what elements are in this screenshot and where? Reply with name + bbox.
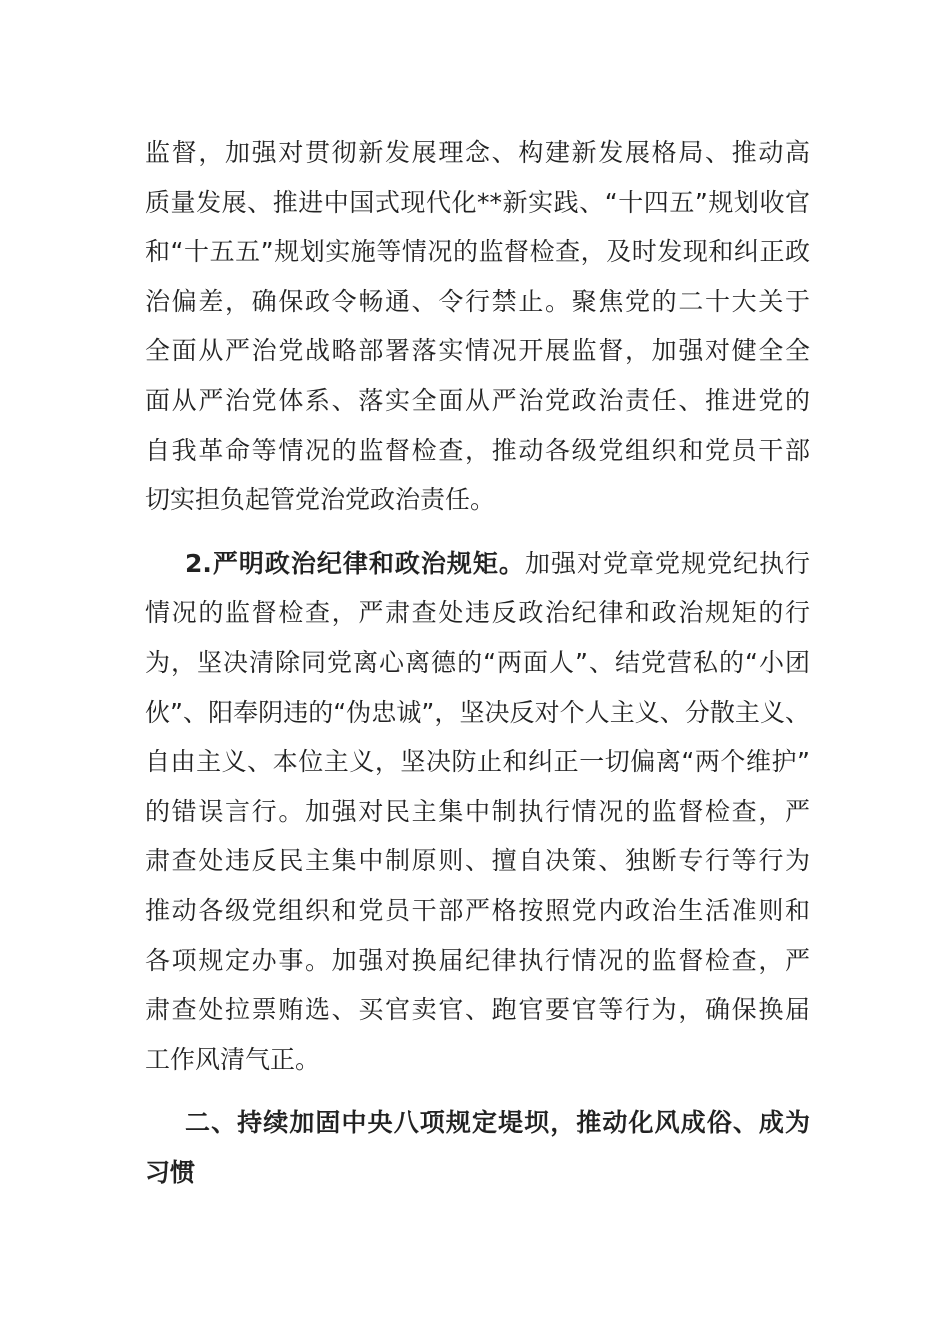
paragraph-line: 切实担负起管党治党政治责任。 xyxy=(145,485,496,515)
paragraph-first-line-text: 加强对党章党规党纪执行 xyxy=(524,548,810,578)
paragraph-line: 自由主义、本位主义，坚决防止和纠正一切偏离“两个维护” xyxy=(145,747,810,777)
paragraph-line: 伙”、阳奉阴违的“伪忠诚”，坚决反对个人主义、分散主义、 xyxy=(145,697,810,727)
paragraph-political-supervision xyxy=(145,128,810,525)
paragraph-political-discipline xyxy=(145,539,810,1085)
paragraph-line: 面从严治党体系、落实全面从严治党政治责任、推进党的 xyxy=(145,385,810,415)
paragraph-line: 肃查处拉票贿选、买官卖官、跑官要官等行为，确保换届 xyxy=(145,995,810,1025)
paragraph-first-line xyxy=(145,539,810,589)
section-heading xyxy=(145,1098,810,1197)
paragraph-line: 监督，加强对贯彻新发展理念、构建新发展格局、推动高 xyxy=(145,138,810,167)
paragraph-line: 工作风清气正。 xyxy=(145,1044,321,1074)
paragraph-line: 和“十五五”规划实施等情况的监督检查，及时发现和纠正政 xyxy=(145,237,810,267)
paragraph-line: 全面从严治党战略部署落实情况开展监督，加强对健全全 xyxy=(145,336,810,366)
paragraph-line: 自我革命等情况的监督检查，推动各级党组织和党员干部 xyxy=(145,435,810,465)
document-body xyxy=(145,128,810,1197)
paragraph-line: 情况的监督检查，严肃查处违反政治纪律和政治规矩的行 xyxy=(145,598,810,628)
paragraph-line: 治偏差，确保政令畅通、令行禁止。聚焦党的二十大关于 xyxy=(145,286,810,316)
paragraph-line: 推动各级党组织和党员干部严格按照党内政治生活准则和 xyxy=(145,895,810,925)
paragraph-heading: 2.严明政治纪律和政治规矩。 xyxy=(185,548,525,578)
paragraph-line: 肃查处违反民主集中制原则、擅自决策、独断专行等行为 xyxy=(145,846,810,876)
section-heading-line: 二、持续加固中央八项规定堤坝，推动化风成俗、成为 xyxy=(185,1108,810,1138)
paragraph-line: 的错误言行。加强对民主集中制执行情况的监督检查，严 xyxy=(145,796,810,826)
paragraph-line: 为，坚决清除同党离心离德的“两面人”、结党营私的“小团 xyxy=(145,647,810,677)
paragraph-line: 质量发展、推进中国式现代化**新实践、“十四五”规划收官 xyxy=(145,187,810,217)
paragraph-line: 各项规定办事。加强对换届纪律执行情况的监督检查，严 xyxy=(145,945,810,975)
section-heading-line: 习惯 xyxy=(145,1157,196,1187)
